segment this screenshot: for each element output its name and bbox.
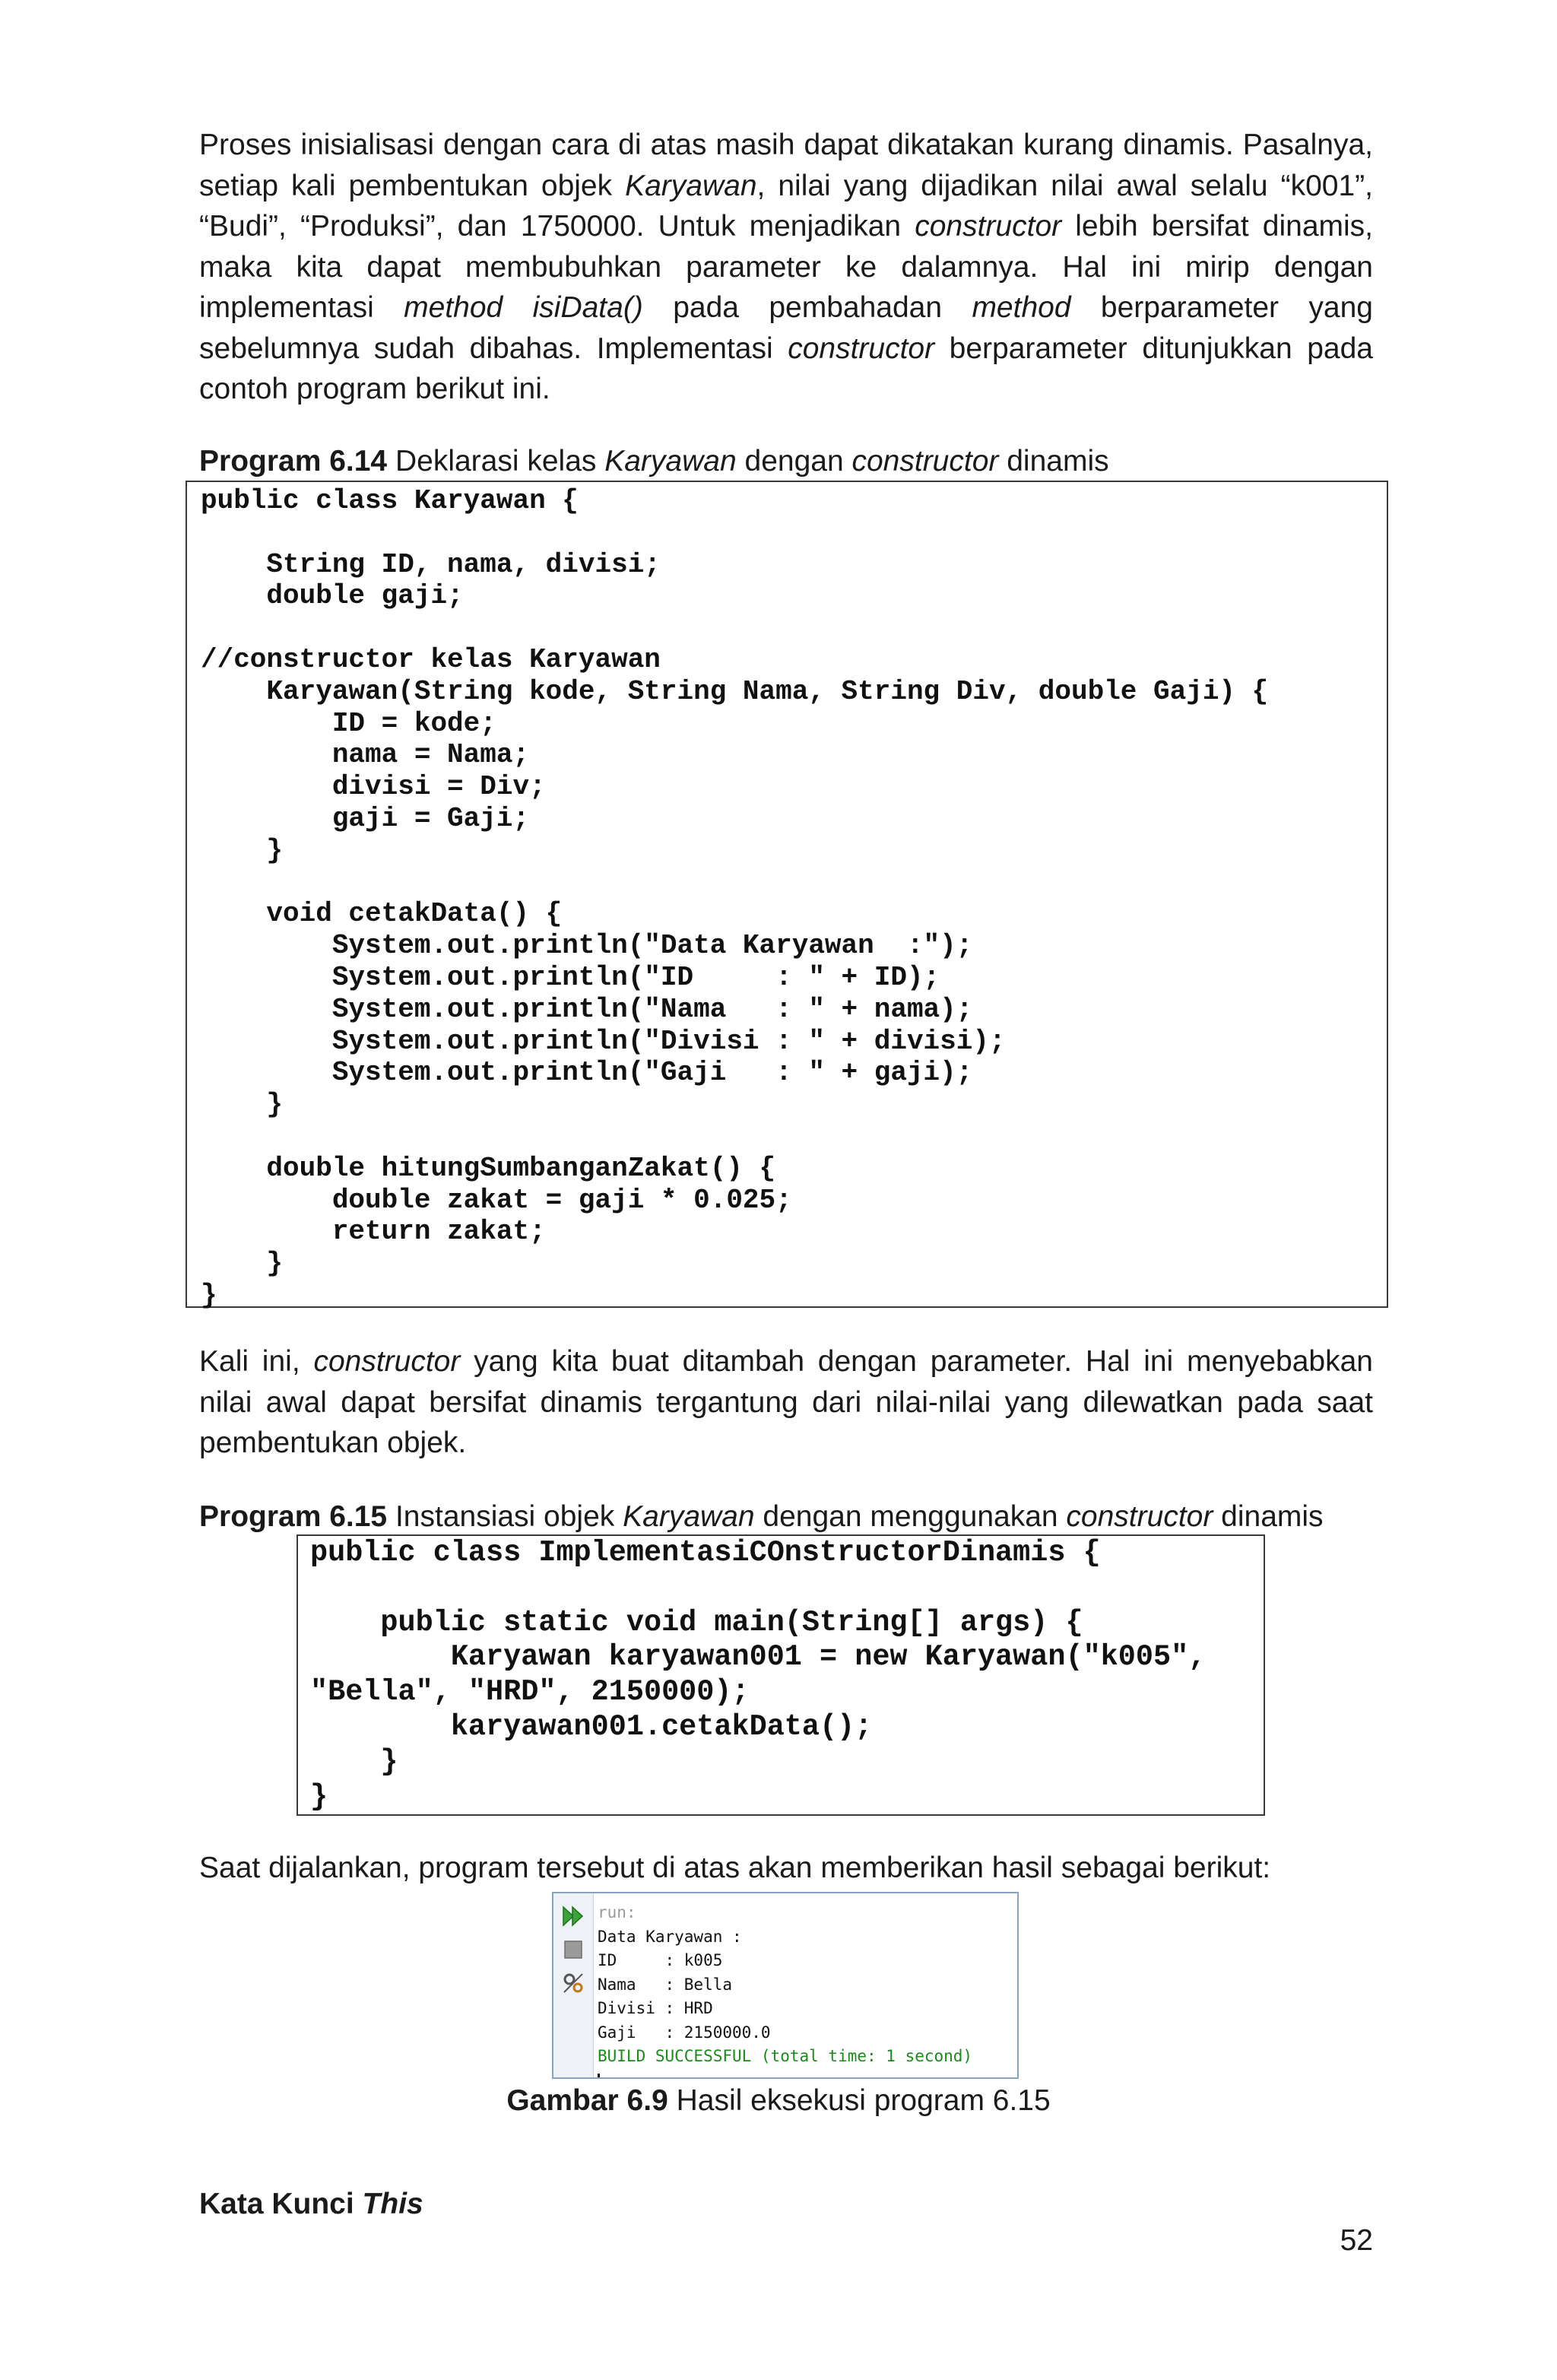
code-text: public class ImplementasiCOnstructorDinamis { public static void main(String[] args) { Karyawan karyawan001 = new Karyawan("k005", "Bella", "HRD", 2150000); karyawan001.cetakData(); } } (310, 1536, 1207, 1814)
intro-text-1: Proses inisialisasi dengan cara di atas masih dapat dikatakan kurang dinamis. Pasalnya, setiap kali pembentukan objek (199, 129, 1373, 202)
console-line: Data Karyawan : (598, 1927, 742, 1946)
caption-text: dinamis (998, 445, 1109, 478)
intro-text-6: berparameter ditunjukkan pada contoh program berikut ini. (199, 332, 1373, 405)
intro-em-3: method isiData() (404, 291, 643, 324)
console-output (598, 1901, 972, 2079)
intro-paragraph (199, 125, 1373, 410)
middle-em-1: constructor (313, 1345, 461, 1378)
caption-em: constructor (851, 445, 999, 478)
settings-icon[interactable] (561, 1971, 585, 1995)
console-line: ID : k005 (598, 1951, 723, 1969)
caption-em: Karyawan (604, 445, 737, 478)
intro-em-4: method (972, 291, 1071, 324)
program-caption-1 (199, 444, 1109, 479)
intro-em-2: constructor (915, 210, 1062, 243)
code-listing-karyawan (186, 481, 1388, 1311)
intro-em-5: constructor (788, 332, 935, 365)
build-status: BUILD SUCCESSFUL (total time: 1 second) (598, 2047, 973, 2065)
output-console-screenshot (552, 1892, 1019, 2079)
section-heading-text: Kata Kunci (199, 2188, 363, 2220)
code-text: public class Karyawan { String ID, nama, divisi; double gaji; //constructor kelas Karyawan Karyawan(String kode, String Nama, String Div, double Gaji) { ID = kode; nama = Nama; divisi = Div; gaji = Gaji; } void cetakData() { System.out.println("Data Karyawan :"); System.out.println("ID : " + ID); System.out.println("Nama : " + nama); System.out.println("Divisi : " + divisi); System.out.println("Gaji : " + gaji); } double hitungSumbanganZakat() { double zakat = gaji * 0.025; return zakat; } } (201, 485, 1269, 1311)
intro-text-5: berparameter yang sebelumnya sudah dibahas. Implementasi (199, 291, 1373, 365)
console-toolbar (553, 1893, 594, 2077)
caption-text: dinamis (1213, 1500, 1324, 1533)
run-again-icon[interactable] (561, 1904, 585, 1928)
program-caption-2 (199, 1499, 1324, 1534)
program-label: Program 6.14 (199, 445, 388, 478)
page-number: 52 (1340, 2224, 1373, 2257)
intro-text-2: , nilai yang dijadikan nilai awal selalu “k001”, “Budi”, “Produksi”, dan 1750000. Untuk menjadikan (199, 169, 1373, 243)
caption-text: dengan (736, 445, 852, 478)
run-intro-text: Saat dijalankan, program tersebut di atas akan memberikan hasil sebagai berikut: (199, 1852, 1271, 1884)
caption-text: Instansiasi objek (387, 1500, 623, 1533)
run-intro-paragraph (199, 1848, 1373, 1889)
caption-em: constructor (1066, 1500, 1213, 1533)
intro-em-1: Karyawan (625, 169, 757, 202)
middle-paragraph (199, 1341, 1373, 1464)
text-cursor (598, 2074, 600, 2080)
intro-text-4: pada pembahadan (642, 291, 972, 324)
caption-text: Deklarasi kelas (387, 445, 605, 478)
middle-text-1: Kali ini, (199, 1345, 314, 1378)
console-cursor-line (598, 2069, 972, 2080)
stop-icon[interactable] (561, 1937, 585, 1962)
caption-text: dengan menggunakan (754, 1500, 1067, 1533)
code-listing-implementasi (296, 1534, 1265, 1816)
console-line: Divisi : HRD (598, 1999, 713, 2017)
figure-caption (0, 2083, 1557, 2118)
console-line: Nama : Bella (598, 1975, 733, 1994)
console-line: Gaji : 2150000.0 (598, 2023, 771, 2042)
section-heading (199, 2187, 423, 2222)
figure-text: Hasil eksekusi program 6.15 (668, 2084, 1051, 2117)
figure-label: Gambar 6.9 (506, 2084, 668, 2117)
intro-text-3: lebih bersifat dinamis, maka kita dapat membubuhkan parameter ke dalamnya. Hal ini mirip dengan implementasi (199, 210, 1373, 324)
section-heading-em: This (362, 2188, 423, 2220)
program-label: Program 6.15 (199, 1500, 388, 1533)
middle-text-2: yang kita buat ditambah dengan parameter. Hal ini menyebabkan nilai awal dapat bersifat dinamis tergantung dari nilai-nilai yang dilewatkan pada saat pembentukan objek. (199, 1345, 1373, 1459)
caption-em: Karyawan (623, 1500, 755, 1533)
run-label: run: (598, 1903, 636, 1921)
